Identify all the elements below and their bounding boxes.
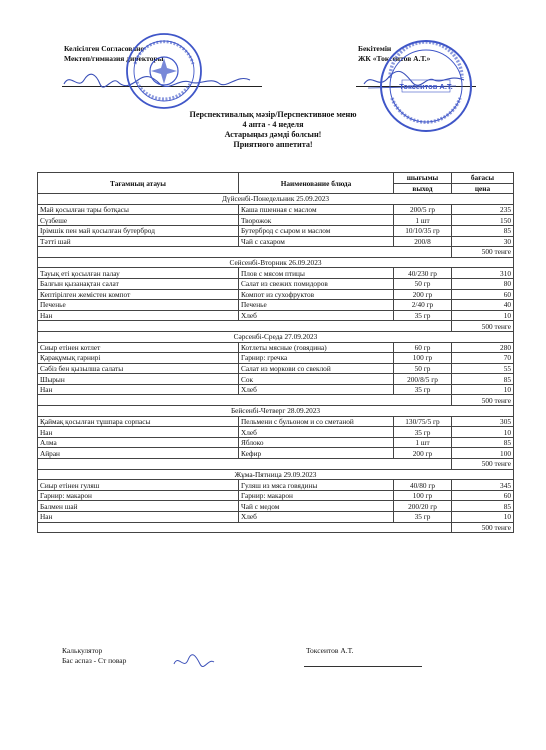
table-row (38, 204, 514, 215)
dish-price: 10 (452, 310, 514, 321)
column-header-ru: Наименование блюда (239, 173, 394, 194)
dish-price: 40 (452, 300, 514, 311)
dish-price: 60 (452, 490, 514, 501)
day-total: 500 тенге (452, 247, 514, 258)
dish-price: 310 (452, 268, 514, 279)
dish-name-ru: Сок (239, 374, 394, 385)
table-row (38, 374, 514, 385)
dish-price: 150 (452, 215, 514, 226)
dish-name-kz: Сәбіз бен қызылша салаты (38, 363, 239, 374)
dish-output: 35 гр (394, 427, 452, 438)
day-header-row (38, 469, 514, 480)
dish-name-kz: Нан (38, 310, 239, 321)
dish-price: 345 (452, 480, 514, 491)
total-spacer (38, 321, 452, 332)
day-total: 500 тенге (452, 459, 514, 470)
day-total: 500 тенге (452, 321, 514, 332)
dish-name-kz: Сүзбеше (38, 215, 239, 226)
table-row (38, 363, 514, 374)
dish-output: 130/75/5 гр (394, 416, 452, 427)
dish-output: 40/80 гр (394, 480, 452, 491)
day-header-row (38, 406, 514, 417)
table-row (38, 353, 514, 364)
dish-name-kz: Сиыр етінен гуляш (38, 480, 239, 491)
dish-output: 40/230 гр (394, 268, 452, 279)
dish-output: 200/5 гр (394, 204, 452, 215)
dish-output: 35 гр (394, 310, 452, 321)
dish-price: 100 (452, 448, 514, 459)
table-row (38, 268, 514, 279)
approve-label: Бекітемін (358, 44, 392, 53)
dish-name-ru: Салат из свежих помидоров (239, 278, 394, 289)
table-row (38, 490, 514, 501)
dish-name-ru: Чай с медом (239, 501, 394, 512)
table-row (38, 225, 514, 236)
table-row (38, 236, 514, 247)
table-header-row (38, 173, 514, 184)
dish-price: 10 (452, 384, 514, 395)
table-row (38, 289, 514, 300)
dish-price: 85 (452, 374, 514, 385)
dish-output: 200/8 (394, 236, 452, 247)
table-row (38, 384, 514, 395)
day-header-row (38, 257, 514, 268)
day-title: Сәрсенбі-Среда 27.09.2023 (38, 331, 514, 342)
dish-output: 60 гр (394, 342, 452, 353)
dish-output: 100 гр (394, 353, 452, 364)
dish-name-kz: Балғын қызанақтан салат (38, 278, 239, 289)
dish-name-ru: Компот из сухофруктов (239, 289, 394, 300)
table-row (38, 300, 514, 311)
table-row (38, 501, 514, 512)
total-spacer (38, 522, 452, 533)
table-row (38, 427, 514, 438)
column-header-output-kz: шығымы (394, 173, 452, 184)
dish-price: 85 (452, 225, 514, 236)
dish-price: 10 (452, 512, 514, 523)
greeting-kz: Астарыңыз дәмді болсын! (224, 130, 322, 139)
day-title: Сейсенбі-Вторник 26.09.2023 (38, 257, 514, 268)
dish-name-ru: Плов с мясом птицы (239, 268, 394, 279)
table-row (38, 416, 514, 427)
dish-name-kz: Ірімшік пен май қосылған бутерброд (38, 225, 239, 236)
footer-signer-name: Токсеитов А.Т. (306, 646, 354, 655)
day-total-row (38, 321, 514, 332)
table-row (38, 448, 514, 459)
dish-output: 2/40 гр (394, 300, 452, 311)
dish-name-kz: Гарнир: макарон (38, 490, 239, 501)
dish-price: 60 (452, 289, 514, 300)
dish-name-ru: Творожок (239, 215, 394, 226)
day-title: Дүйсенбі-Понедельник 25.09.2023 (38, 194, 514, 205)
menu-titles (0, 110, 546, 150)
dish-name-ru: Кефир (239, 448, 394, 459)
dish-output: 100 гр (394, 490, 452, 501)
table-row (38, 437, 514, 448)
dish-output: 200/20 гр (394, 501, 452, 512)
day-header-row (38, 194, 514, 205)
dish-output: 200 гр (394, 448, 452, 459)
dish-name-ru: Гарнир: гречка (239, 353, 394, 364)
day-total-row (38, 459, 514, 470)
dish-name-ru: Хлеб (239, 384, 394, 395)
dish-name-ru: Бутерброд с сыром и маслом (239, 225, 394, 236)
table-row (38, 310, 514, 321)
dish-output: 35 гр (394, 384, 452, 395)
dish-output: 200 гр (394, 289, 452, 300)
dish-name-kz: Тауық еті қосылған палау (38, 268, 239, 279)
dish-name-kz: Қарақұмық гарнирі (38, 353, 239, 364)
dish-name-ru: Салат из моркови со свеклой (239, 363, 394, 374)
table-row (38, 215, 514, 226)
dish-name-ru: Хлеб (239, 512, 394, 523)
chef-signature-icon (170, 650, 220, 672)
dish-output: 35 гр (394, 512, 452, 523)
day-title: Бейсенбі-Четверг 28.09.2023 (38, 406, 514, 417)
school-seal-icon (125, 32, 203, 110)
dish-name-kz: Тәтті шай (38, 236, 239, 247)
week-label: 4 апта - 4 неделя (242, 120, 304, 129)
dish-name-kz: Айран (38, 448, 239, 459)
menu-title: Перспективалық мәзір/Перспективное меню (189, 110, 357, 119)
day-total-row (38, 247, 514, 258)
dish-output: 50 гр (394, 278, 452, 289)
column-header-price-kz: бағасы (452, 173, 514, 184)
greeting-ru: Приятного аппетита! (233, 140, 313, 149)
table-row (38, 278, 514, 289)
day-header-row (38, 331, 514, 342)
dish-price: 305 (452, 416, 514, 427)
day-total: 500 тенге (452, 395, 514, 406)
dish-name-ru: Хлеб (239, 310, 394, 321)
footer-left (62, 646, 126, 666)
dish-name-ru: Яблоко (239, 437, 394, 448)
day-total-row (38, 395, 514, 406)
dish-price: 55 (452, 363, 514, 374)
dish-name-kz: Нан (38, 512, 239, 523)
dish-name-ru: Чай с сахаром (239, 236, 394, 247)
dish-name-kz: Алма (38, 437, 239, 448)
column-header-kz: Тағамның атауы (38, 173, 239, 194)
dish-name-kz: Нан (38, 427, 239, 438)
footer-right (306, 646, 353, 656)
dish-name-kz: Печенье (38, 300, 239, 311)
menu-table (37, 172, 514, 533)
column-header-output-ru: выход (394, 183, 452, 194)
dish-name-kz: Нан (38, 384, 239, 395)
dish-name-kz: Шырын (38, 374, 239, 385)
table-row (38, 480, 514, 491)
dish-name-kz: Сиыр етінен котлет (38, 342, 239, 353)
dish-output: 1 шт (394, 437, 452, 448)
dish-name-kz: Май қосылған тары ботқасы (38, 204, 239, 215)
head-chef-label: Бас аспаз - Ст повар (62, 656, 127, 665)
dish-price: 280 (452, 342, 514, 353)
school-director-label: Мектеп/гимназия директоры (64, 54, 164, 63)
day-total-row (38, 522, 514, 533)
dish-output: 200/8/5 гр (394, 374, 452, 385)
dish-price: 10 (452, 427, 514, 438)
dish-price: 235 (452, 204, 514, 215)
footer-signature-line (304, 666, 422, 667)
dish-output: 10/10/35 гр (394, 225, 452, 236)
dish-name-ru: Пельмени с бульоном и со сметаной (239, 416, 394, 427)
dish-name-kz: Қаймақ қосылған тұшпара сорпасы (38, 416, 239, 427)
table-row (38, 512, 514, 523)
dish-price: 80 (452, 278, 514, 289)
total-spacer (38, 459, 452, 470)
table-row (38, 342, 514, 353)
dish-output: 1 шт (394, 215, 452, 226)
dish-output: 50 гр (394, 363, 452, 374)
column-header-price-ru: цена (452, 183, 514, 194)
dish-name-ru: Котлеты мясные (говядина) (239, 342, 394, 353)
dish-name-ru: Каша пшенная с маслом (239, 204, 394, 215)
dish-name-kz: Балмен шай (38, 501, 239, 512)
dish-name-ru: Гарнир: макарон (239, 490, 394, 501)
day-total: 500 тенге (452, 522, 514, 533)
dish-name-kz: Кептірілген жемістен компот (38, 289, 239, 300)
approved-label: Келісілген Согласовано (64, 44, 145, 53)
dish-name-ru: Печенье (239, 300, 394, 311)
company-seal-name: Токсеитов А.Т. (399, 82, 453, 91)
total-spacer (38, 247, 452, 258)
day-title: Жұма-Пятница 29.09.2023 (38, 469, 514, 480)
company-name: ЖК «Токсеитов А.Т.» (358, 54, 431, 63)
dish-price: 70 (452, 353, 514, 364)
dish-price: 85 (452, 437, 514, 448)
calculator-label: Калькулятор (62, 646, 103, 655)
total-spacer (38, 395, 452, 406)
dish-price: 30 (452, 236, 514, 247)
dish-price: 85 (452, 501, 514, 512)
dish-name-ru: Хлеб (239, 427, 394, 438)
dish-name-ru: Гуляш из мяса говядины (239, 480, 394, 491)
